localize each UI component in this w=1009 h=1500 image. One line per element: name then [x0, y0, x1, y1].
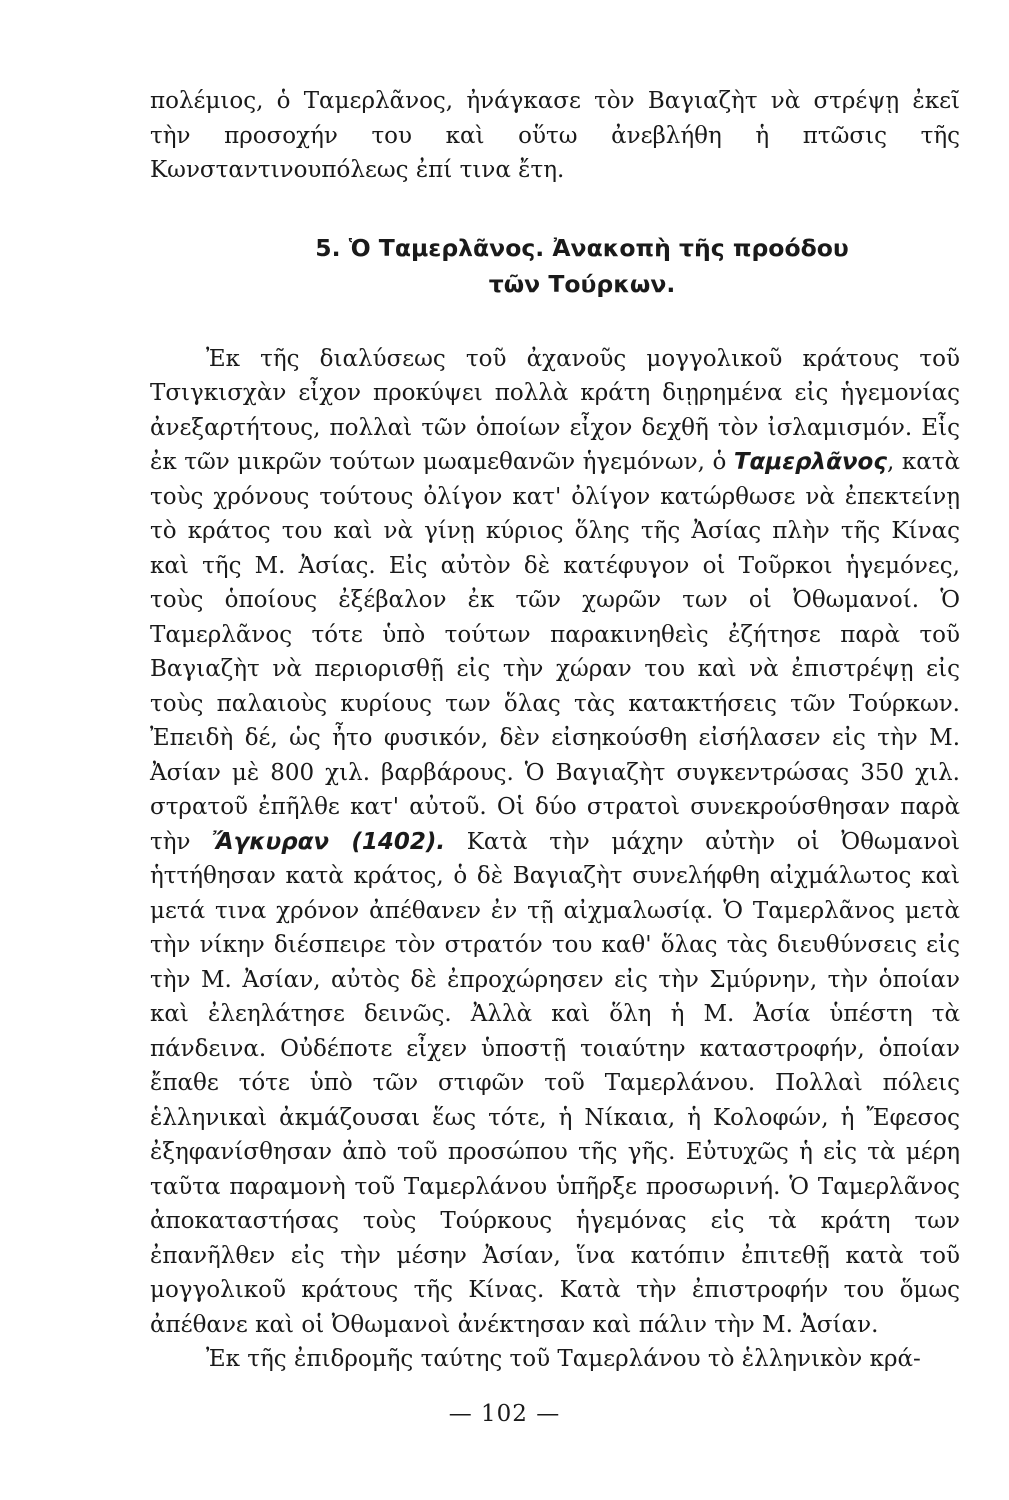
- emphasized-battle: Ἄγκυραν (1402).: [212, 828, 446, 855]
- page-body: [150, 84, 960, 1377]
- paragraph-text-b: , κατὰ τοὺς χρόνους τούτους ὀλίγον κατ' ὀλίγον κατώρθωσε νὰ ἐπεκτείνῃ τὸ κράτος του καὶ νὰ γίνῃ κύριος ὅλης τῆς Ἀσίας πλὴν τῆς Κίνας καὶ τῆς Μ. Ἀσίας. Εἰς αὐτὸν δὲ κατέφυγον οἱ Τοῦρκοι ἡγεμόνες, τοὺς ὁποίους ἐξέβαλον ἐκ τῶν χωρῶν των οἱ Ὀθωμανοί. Ὁ Ταμερλᾶνος τότε ὑπὸ τούτων παρακινηθεὶς ἐζήτησε παρὰ τοῦ Βαγιαζὴτ νὰ περιορισθῇ εἰς τὴν χώραν του καὶ νὰ ἐπιστρέψῃ εἰς τοὺς παλαιοὺς κυρίους των ὅλας τὰς κατακτήσεις τῶν Τούρκων. Ἐπειδὴ δέ, ὡς ἦτο φυσικόν, δὲν εἰσηκούσθη εἰσήλασεν εἰς τὴν Μ. Ἀσίαν μὲ 800 χιλ. βαρβάρους. Ὁ Βαγιαζὴτ συγκεντρώσας 350 χιλ. στρατοῦ ἐπῆλθε κατ' αὐτοῦ. Οἱ δύο στρατοὶ συνεκρούσθησαν παρὰ τὴν: [150, 449, 960, 855]
- section-heading: [150, 230, 960, 302]
- section-title-line2: τῶν Τούρκων.: [488, 269, 676, 298]
- intro-paragraph: πολέμιος, ὁ Ταμερλᾶνος, ἠνάγκασε τὸν Βαγιαζὴτ νὰ στρέψῃ ἐκεῖ τὴν προσοχήν του καὶ οὕτω ἀνεβλήθη ἡ πτῶσις τῆς Κωνσταντινουπόλεως ἐπί τινα ἔτη.: [150, 88, 960, 183]
- section-title-line1: Ὁ Ταμερλᾶνος. Ἀνακοπὴ τῆς προόδου: [348, 233, 849, 262]
- page-number: — 102 —: [448, 1401, 561, 1427]
- paragraph-text-a: Ἐκ τῆς διαλύσεως τοῦ ἀχανοῦς μογγολικοῦ κράτους τοῦ Τσιγκισχὰν εἶχον προκύψει πολλὰ κράτη διῃρημένα εἰς ἡγεμονίας ἀνεξαρτήτους, πολλαὶ τῶν ὁποίων εἶχον δεχθῆ τὸν ἰσλαμισμόν. Εἷς ἐκ τῶν μικρῶν τούτων μωαμεθανῶν ἡγεμόνων, ὁ: [150, 345, 960, 475]
- section-number: 5.: [315, 233, 341, 262]
- closing-paragraph: Ἐκ τῆς ἐπιδρομῆς ταύτης τοῦ Ταμερλάνου τὸ ἑλληνικὸν κρά-: [206, 1346, 921, 1372]
- emphasized-name: Ταμερλᾶνος: [733, 449, 887, 475]
- paragraph-text-c: Κατὰ τὴν μάχην αὐτὴν οἱ Ὀθωμανοὶ ἡττήθησαν κατὰ κράτος, ὁ δὲ Βαγιαζὴτ συνελήφθη αἰχμάλωτος καὶ μετά τινα χρόνον ἀπέθανεν ἐν τῇ αἰχμαλωσίᾳ. Ὁ Ταμερλᾶνος μετὰ τὴν νίκην διέσπειρε τὸν στρατόν του καθ' ὅλας τὰς διευθύνσεις εἰς τὴν Μ. Ἀσίαν, αὐτὸς δὲ ἐπροχώρησεν εἰς τὴν Σμύρνην, τὴν ὁποίαν καὶ ἐλεηλάτησε δεινῶς. Ἀλλὰ καὶ ὅλη ἡ Μ. Ἀσία ὑπέστη τὰ πάνδεινα. Οὐδέποτε εἶχεν ὑποστῇ τοιαύτην καταστροφήν, ὁποίαν ἔπαθε τότε ὑπὸ τῶν στιφῶν τοῦ Ταμερλάνου. Πολλαὶ πόλεις ἑλληνικαὶ ἀκμάζουσαι ἕως τότε, ἡ Νίκαια, ἡ Κολοφών, ἡ Ἔφεσος ἐξηφανίσθησαν ἀπὸ τοῦ προσώπου τῆς γῆς. Εὐτυχῶς ἡ εἰς τὰ μέρη ταῦτα παραμονὴ τοῦ Ταμερλάνου ὑπῆρξε προσωρινή. Ὁ Ταμερλᾶνος ἀποκαταστήσας τοὺς Τούρκους ἡγεμόνας εἰς τὰ κράτη των ἐπανῆλθεν εἰς τὴν μέσην Ἀσίαν, ἵνα κατόπιν ἐπιτεθῇ κατὰ τοῦ μογγολικοῦ κράτους τῆς Κίνας. Κατὰ τὴν ἐπιστροφήν του ὅμως ἀπέθανε καὶ οἱ Ὀθωμανοὶ ἀνέκτησαν καὶ πάλιν τὴν Μ. Ἀσίαν.: [150, 828, 961, 1338]
- body-paragraph: [150, 342, 960, 1343]
